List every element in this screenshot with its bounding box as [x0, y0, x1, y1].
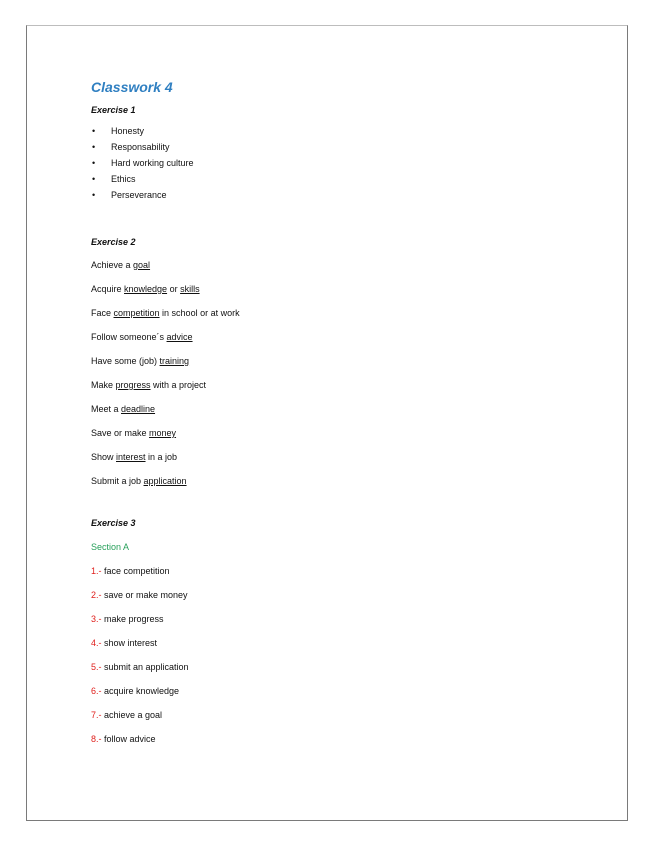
underlined-word: interest — [116, 452, 146, 462]
answer-number: 7.- — [91, 710, 102, 720]
document-page — [26, 25, 628, 821]
answer-line — [91, 613, 591, 625]
bullet-icon: • — [92, 158, 96, 168]
underlined-word: application — [143, 476, 187, 486]
line-text: Acquire — [91, 284, 125, 294]
underlined-word: progress — [115, 380, 151, 390]
collocation-line — [91, 355, 591, 367]
underlined-word: deadline — [121, 404, 156, 414]
bullet-text: Ethics — [111, 174, 136, 184]
collocation-line — [91, 427, 591, 439]
exercise-1-list — [91, 123, 591, 203]
collocation-line — [91, 307, 591, 319]
underlined-word: knowledge — [124, 284, 168, 294]
line-text: Achieve a — [91, 260, 134, 270]
answer-text: face competition — [101, 566, 170, 576]
collocation-line — [91, 259, 591, 271]
answer-text: acquire knowledge — [101, 686, 180, 696]
bullet-icon: • — [92, 126, 96, 136]
line-text: Submit a job — [91, 476, 144, 486]
page-title: Classwork 4 — [91, 79, 173, 95]
answer-text: show interest — [101, 638, 158, 648]
bullet-item — [91, 171, 591, 187]
answer-line — [91, 661, 591, 673]
collocation-line — [91, 475, 591, 487]
underlined-word: advice — [166, 332, 193, 342]
document-content — [91, 78, 591, 745]
section-a-label: Section A — [91, 542, 130, 552]
answer-number: 4.- — [91, 638, 102, 648]
underlined-word: money — [149, 428, 177, 438]
line-text: in a job — [145, 452, 178, 462]
answer-line — [91, 637, 591, 649]
line-text: in school or at work — [159, 308, 240, 318]
bullet-item — [91, 139, 591, 155]
bullet-icon: • — [92, 142, 96, 152]
line-text: with a project — [150, 380, 207, 390]
collocation-line — [91, 283, 591, 295]
underlined-word: competition — [113, 308, 160, 318]
collocation-line — [91, 403, 591, 415]
collocation-line — [91, 331, 591, 343]
bullet-item — [91, 187, 591, 203]
line-text: Make — [91, 380, 116, 390]
underlined-word: training — [159, 356, 190, 366]
answer-text: make progress — [101, 614, 164, 624]
line-text: Meet a — [91, 404, 122, 414]
answer-text: save or make money — [101, 590, 188, 600]
bullet-icon: • — [92, 190, 96, 200]
underlined-word: skills — [180, 284, 200, 294]
answer-line — [91, 709, 591, 721]
exercise-1-heading: Exercise 1 — [91, 105, 136, 115]
collocation-line — [91, 379, 591, 391]
bullet-text: Honesty — [111, 126, 145, 136]
bullet-text: Hard working culture — [111, 158, 194, 168]
bullet-item — [91, 155, 591, 171]
underlined-word: goal — [133, 260, 151, 270]
bullet-item — [91, 123, 591, 139]
line-text: Show — [91, 452, 117, 462]
line-text: Save or make — [91, 428, 150, 438]
bullet-icon: • — [92, 174, 96, 184]
collocation-line — [91, 451, 591, 463]
bullet-text: Perseverance — [111, 190, 167, 200]
line-text: Have some (job) — [91, 356, 160, 366]
bullet-text: Responsability — [111, 142, 170, 152]
answer-number: 3.- — [91, 614, 102, 624]
answer-text: achieve a goal — [101, 710, 163, 720]
exercise-2-heading: Exercise 2 — [91, 237, 136, 247]
answer-line — [91, 733, 591, 745]
answer-number: 1.- — [91, 566, 102, 576]
answer-number: 8.- — [91, 734, 102, 744]
answer-text: follow advice — [101, 734, 156, 744]
line-text: Face — [91, 308, 114, 318]
exercise-3-answers — [91, 565, 591, 745]
answer-line — [91, 685, 591, 697]
answer-line — [91, 589, 591, 601]
exercise-3-heading: Exercise 3 — [91, 518, 136, 528]
exercise-2-lines — [91, 259, 591, 487]
line-text: Follow someone´s — [91, 332, 167, 342]
answer-number: 5.- — [91, 662, 102, 672]
answer-text: submit an application — [101, 662, 189, 672]
answer-number: 6.- — [91, 686, 102, 696]
line-text: or — [167, 284, 181, 294]
answer-line — [91, 565, 591, 577]
answer-number: 2.- — [91, 590, 102, 600]
